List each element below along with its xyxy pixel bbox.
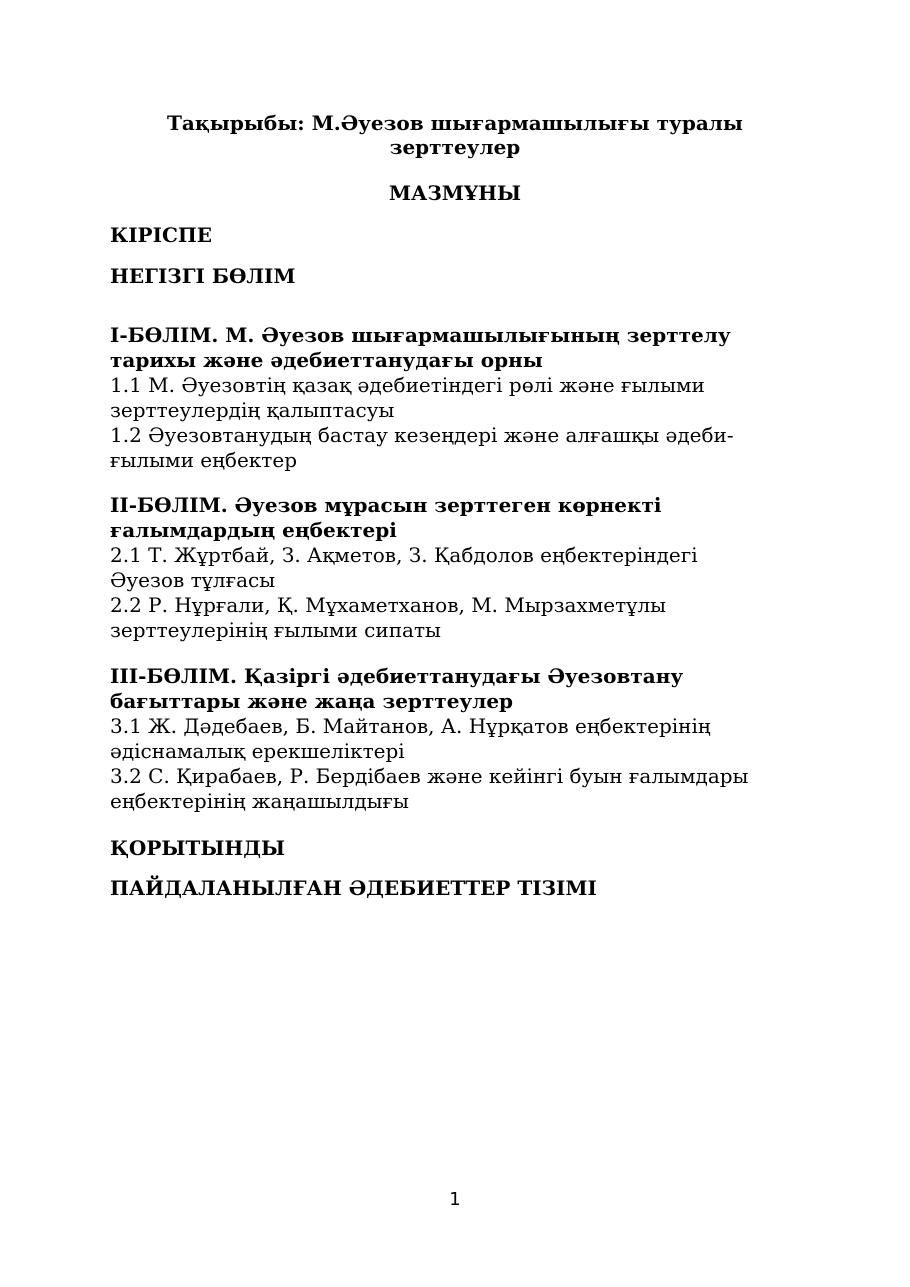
subsection-3-1-line-2: әдіснамалық ерекшеліктері bbox=[110, 739, 405, 763]
part-3-title-line-1: III-БӨЛІМ. Қазіргі әдебиеттанудағы Әуезовтану bbox=[110, 664, 684, 688]
subsection-3-2-line-1: 3.2 С. Қирабаев, Р. Бердібаев және кейінгі буын ғалымдары bbox=[110, 764, 749, 788]
document-title bbox=[130, 111, 780, 159]
part-2-title-line-1: II-БӨЛІМ. Әуезов мұрасын зерттеген көрнекті bbox=[110, 493, 662, 517]
subsection-2-1-line-2: Әуезов тұлғасы bbox=[110, 568, 276, 592]
part-3-title-line-2: бағыттары және жаңа зерттеулер bbox=[110, 689, 514, 713]
subsection-1-1-line-2: зерттеулердің қалыптасуы bbox=[110, 398, 395, 422]
title-line-2: зерттеулер bbox=[389, 135, 521, 159]
subsection-2-1-line-1: 2.1 Т. Жұртбай, З. Ақметов, З. Қабдолов еңбектеріндегі bbox=[110, 543, 698, 567]
part-2 bbox=[110, 493, 810, 643]
part-2-title-line-2: ғалымдардың еңбектері bbox=[110, 518, 397, 542]
main-part-heading: НЕГІЗГІ БӨЛІМ bbox=[110, 264, 296, 288]
introduction-heading: КІРІСПЕ bbox=[110, 223, 212, 247]
subsection-3-1-line-1: 3.1 Ж. Дәдебаев, Б. Майтанов, А. Нұрқатов еңбектерінің bbox=[110, 714, 711, 738]
subsection-1-1-line-1: 1.1 М. Әуезовтің қазақ әдебиетіндегі рөлі және ғылыми bbox=[110, 373, 705, 397]
subsection-2-2-line-2: зерттеулерінің ғылыми сипаты bbox=[110, 618, 441, 642]
conclusion-heading: ҚОРЫТЫНДЫ bbox=[110, 836, 286, 860]
title-line-1: Тақырыбы: М.Әуезов шығармашылығы туралы bbox=[167, 111, 743, 135]
subsection-2-2-line-1: 2.2 Р. Нұрғали, Қ. Мұхаметханов, М. Мырзахметұлы bbox=[110, 593, 667, 617]
subsection-1-2-line-2: ғылыми еңбектер bbox=[110, 448, 297, 472]
part-1-title-line-2: тарихы және әдебиеттанудағы орны bbox=[110, 348, 543, 372]
part-1-title-line-1: I-БӨЛІМ. М. Әуезов шығармашылығының зерттелу bbox=[110, 323, 731, 347]
page-number: 1 bbox=[449, 1189, 461, 1210]
part-3 bbox=[110, 664, 810, 814]
contents-heading: МАЗМҰНЫ bbox=[388, 181, 522, 205]
part-1 bbox=[110, 323, 810, 473]
references-heading: ПАЙДАЛАНЫЛҒАН ӘДЕБИЕТТЕР ТІЗІМІ bbox=[110, 876, 597, 900]
subsection-3-2-line-2: еңбектерінің жаңашылдығы bbox=[110, 789, 409, 813]
subsection-1-2-line-1: 1.2 Әуезовтанудың бастау кезеңдері және алғашқы әдеби- bbox=[110, 423, 734, 447]
